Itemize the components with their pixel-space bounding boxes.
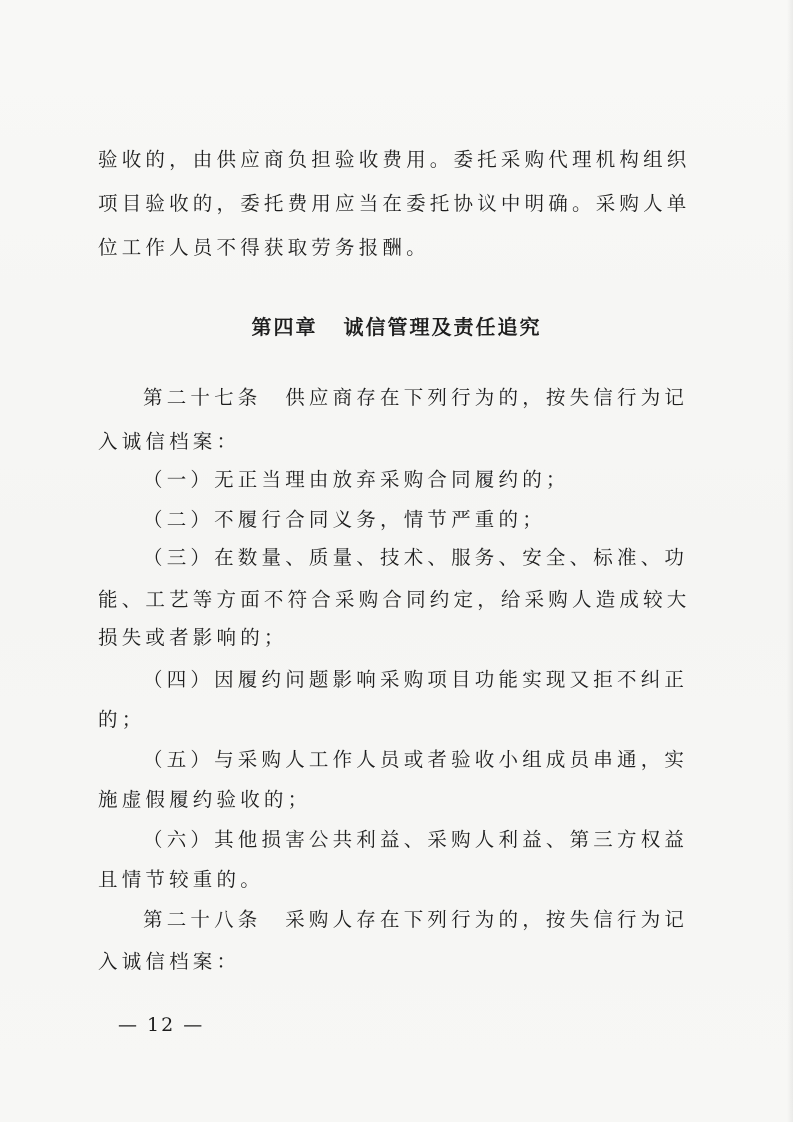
clause-line: （六）其他损害公共利益、采购人利益、第三方权益: [143, 828, 689, 851]
clause-line: （三）在数量、质量、技术、服务、安全、标准、功: [143, 546, 689, 569]
article-line: 第二十八条 采购人存在下列行为的，按失信行为记: [143, 908, 689, 931]
body-line: 损失或者影响的；: [98, 626, 288, 649]
chapter-title: 诚信管理及责任追究: [343, 315, 542, 339]
chapter-number: 第四章: [251, 315, 318, 339]
body-line: 验收的，由供应商负担验收费用。委托采购代理机构组织: [98, 148, 691, 171]
body-line: 施虚假履约验收的；: [98, 788, 312, 811]
clause-line: （四）因履约问题影响采购项目功能实现又拒不纠正: [143, 668, 689, 691]
body-line: 入诚信档案：: [98, 430, 241, 453]
article-line: 第二十七条 供应商存在下列行为的，按失信行为记: [143, 386, 689, 409]
scan-shadow: [787, 0, 793, 1122]
body-line: 的；: [98, 708, 146, 731]
clause-line: （一）无正当理由放弃采购合同履约的；: [143, 468, 570, 491]
chapter-heading: [0, 311, 793, 340]
page-number: — 12 —: [118, 1014, 205, 1036]
clause-line: （五）与采购人工作人员或者验收小组成员串通，实: [143, 748, 689, 771]
body-line: 能、工艺等方面不符合采购合同约定，给采购人造成较大: [98, 588, 691, 611]
body-line: 位工作人员不得获取劳务报酬。: [98, 236, 430, 259]
body-line: 项目验收的，委托费用应当在委托协议中明确。采购人单: [98, 192, 691, 215]
body-line: 且情节较重的。: [98, 868, 264, 891]
body-line: 入诚信档案：: [98, 950, 241, 973]
clause-line: （二）不履行合同义务，情节严重的；: [143, 508, 546, 531]
